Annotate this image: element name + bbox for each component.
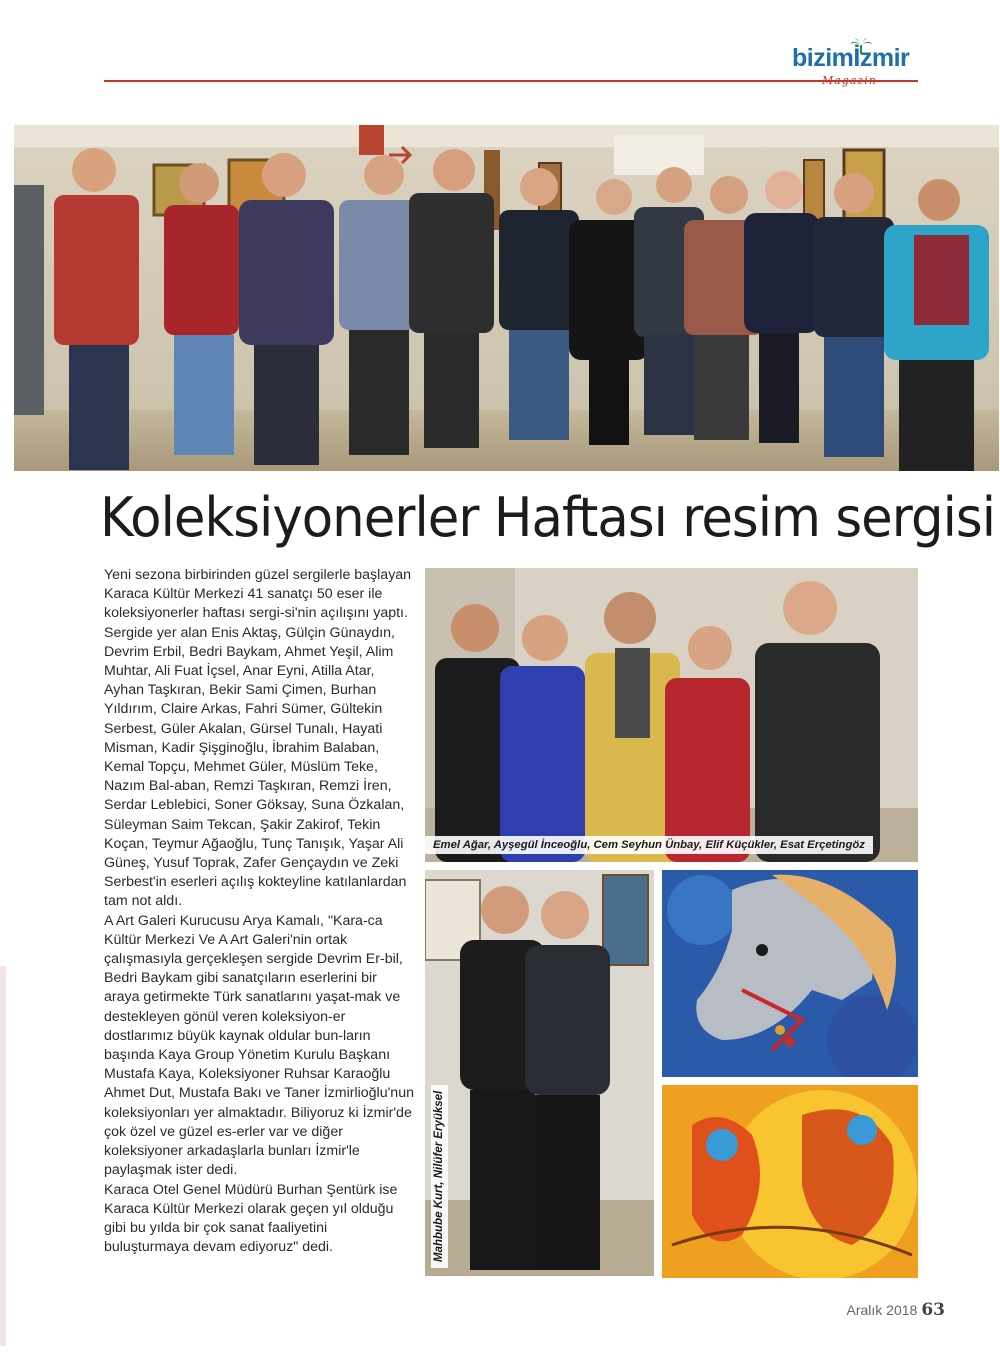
page-number: 63 (921, 1300, 945, 1320)
page-footer (800, 1300, 945, 1324)
magazine-logo (792, 44, 922, 92)
article-title: Koleksiyonerler Haftası resim sergisi (100, 486, 996, 549)
two-women-caption: Mahbube Kurt, Nilüfer Eryüksel (431, 1085, 448, 1268)
figures-painting (662, 1085, 918, 1278)
group-photo (425, 568, 918, 862)
article-paragraph: Karaca Otel Genel Müdürü Burhan Şentürk ise Karaca Kültür Merkezi olarak geçen yıl olduğu gibi bu yılda bir çok sanat faaliyetini buluşturmaya devam ediyoruz" dedi. (104, 1181, 398, 1256)
issue-date: Aralık 2018 (846, 1302, 918, 1318)
article-paragraph: A Art Galeri Kurucusu Arya Kamalı, "Kara-ca Kültür Merkezi Ve A Art Galeri'nin ortak çalışmasıyla gerçekleşen sergide Devrim Er-bil, Bedri Baykam gibi sanatçıların eserlerini bir araya getirmekte Türk sanatlarını yaşat-mak ve destekleyen gönül veren koleksiyon-er dostlarımız büyük kaynak oldular bun-ların başında Kaya Group Yönetim Kurulu Başkanı Mustafa Kaya, Koleksiyoner Ruhsar Karaoğlu Ahmet Dut, Mustafa Bakı ve Taner İzmirlioğlu'nun koleksiyonları yer almaktadır. Biliyoruz ki İzmir'de çok özel ve güzel es-erler var ve diğer koleksiyoner arkadaşlarla bunları İzmir'le paylaşmak ister dedi. (104, 912, 414, 1179)
palm-icon (850, 38, 872, 54)
main-group-photo (14, 125, 999, 471)
article-body (104, 566, 414, 1257)
logo-wordmark: bizimİzmir (792, 44, 910, 72)
group-photo-caption: Emel Ağar, Ayşegül İnceoğlu, Cem Seyhun Ünbay, Elif Küçükler, Esat Erçetingöz (425, 836, 873, 854)
logo-sub: Magazin (822, 74, 877, 87)
two-women-photo (425, 870, 654, 1276)
horse-painting (662, 870, 918, 1077)
side-decoration (0, 966, 6, 1346)
article-paragraph: Yeni sezona birbirinden güzel sergilerle başlayan Karaca Kültür Merkezi 41 sanatçı 50 eser ile koleksiyonerler haftası sergi-si'nin açılışını yaptı. Sergide yer alan Enis Aktaş, Gülçin Günaydın, Devrim Erbil, Bedri Baykam, Ahmet Yeşil, Alim Muhtar, Ali Fuat İçsel, Anar Eyni, Atilla Atar, Ayhan Taşkıran, Bekir Sami Çimen, Burhan Yıldırım, Claire Arkas, Fahri Sümer, Gültekin Serbest, Güler Akalan, Gürsel Tunalı, Hayati Misman, Kadir Şişginoğlu, İbrahim Balaban, Kemal Topçu, Mehmet Güler, Müslüm Teke, Nazım Bal-aban, Remzi Taşkıran, Remzi İren, Serdar Leblebici, Soner Göksay, Suna Özkalan, Süleyman Saim Tekcan, Şakir Zakirof, Tekin Koçan, Teymur Ağaoğlu, Tunç Tanışık, Yaşar Ali Güneş, Yusuf Toprak, Zafer Gençaydın ve Zeki Serbest'in eserleri açılış kokteyline katılanlardan tam not aldı. (104, 567, 412, 910)
